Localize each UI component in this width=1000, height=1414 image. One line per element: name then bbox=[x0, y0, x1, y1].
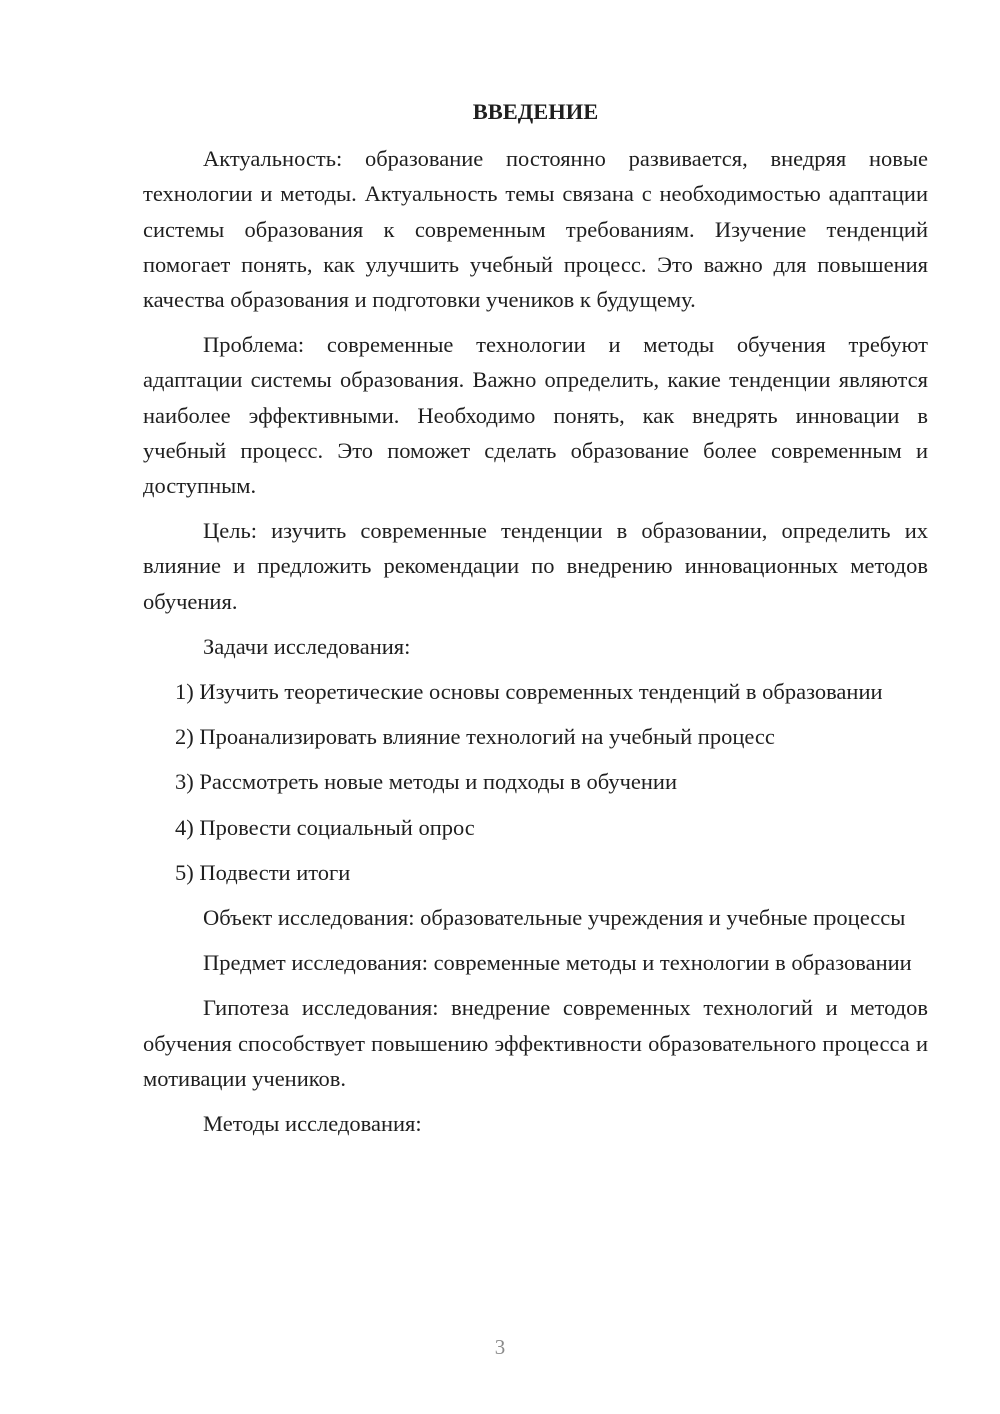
list-item: 5) Подвести итоги bbox=[175, 859, 351, 885]
paragraph-subject: Предмет исследования: современные методы и технологии в образовании bbox=[203, 950, 912, 976]
tasks-list bbox=[143, 674, 928, 890]
document-page bbox=[143, 94, 928, 1151]
list-item: 2) Проанализировать влияние технологий на учебный процесс bbox=[175, 724, 775, 750]
page-number: 3 bbox=[494, 1335, 506, 1359]
list-item: 4) Провести социальный опрос bbox=[175, 814, 475, 840]
tasks-heading: Задачи исследования: bbox=[203, 633, 411, 659]
methods-heading: Методы исследования: bbox=[203, 1111, 422, 1137]
list-item: 3) Рассмотреть новые методы и подходы в обучении bbox=[175, 769, 677, 795]
paragraph-problem: Проблема: современные технологии и методы обучения требуют адаптации системы образования. Важно определить, какие тенденции являются наиболее эффективными. Необходимо понять, как внедрять инновации в учебный процесс. Это поможет сделать образование более современным и доступным. bbox=[143, 332, 928, 499]
paragraph-hypothesis: Гипотеза исследования: внедрение современных технологий и методов обучения способствует повышению эффективности образовательного процесса и мотивации учеников. bbox=[143, 995, 928, 1091]
list-item: 1) Изучить теоретические основы современных тенденций в образовании bbox=[175, 679, 883, 705]
page-title: ВВЕДЕНИЕ bbox=[472, 99, 599, 124]
paragraph-relevance: Актуальность: образование постоянно развивается, внедряя новые технологии и методы. Актуальность темы связана с необходимостью адаптации системы образования к современным требованиям. Изучение тенденций помогает понять, как улучшить учебный процесс. Это важно для повышения качества образования и подготовки учеников к будущему. bbox=[143, 146, 928, 313]
paragraph-object: Объект исследования: образовательные учреждения и учебные процессы bbox=[203, 905, 906, 931]
paragraph-goal: Цель: изучить современные тенденции в образовании, определить их влияние и предложить рекомендации по внедрению инновационных методов обучения. bbox=[143, 518, 928, 614]
